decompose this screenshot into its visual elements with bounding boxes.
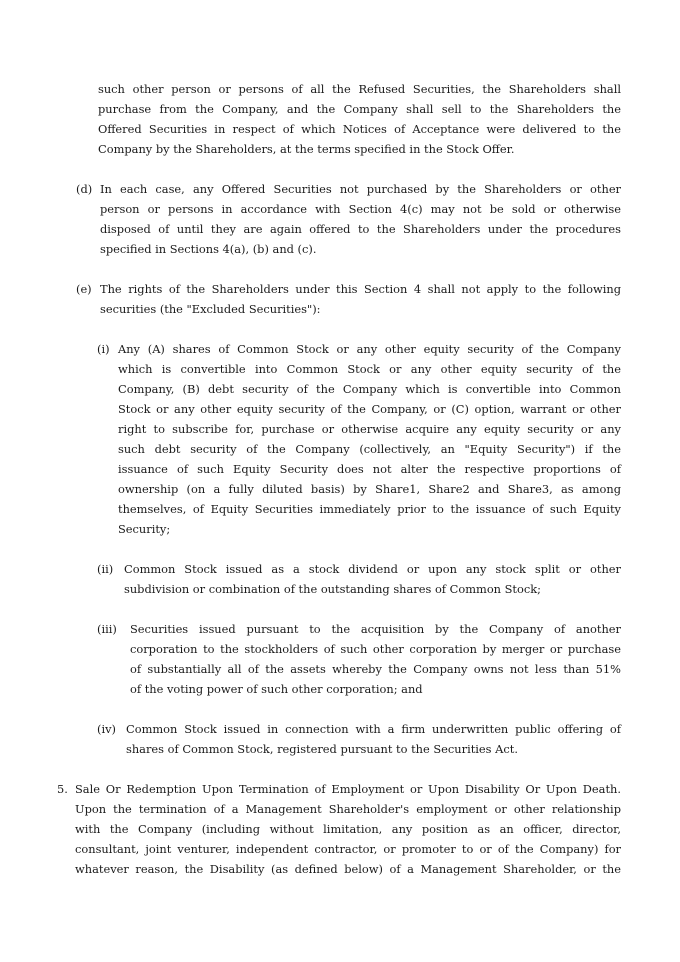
list-marker: (d) — [76, 182, 93, 196]
text-line: issuance of such Equity Security does not alter the respective proportions of — [118, 462, 621, 476]
text-line: person or persons in accordance with Section 4(c) may not be sold or otherwise — [100, 202, 621, 216]
text-line: right to subscribe for, purchase or otherwise acquire any equity security or any — [118, 422, 621, 436]
text-line: ownership (on a fully diluted basis) by Share1, Share2 and Share3, as among — [118, 482, 621, 496]
text-line: securities (the "Excluded Securities"): — [100, 302, 321, 316]
text-line: specified in Sections 4(a), (b) and (c). — [100, 242, 317, 256]
text-line: Stock or any other equity security of the Company, or (C) option, warrant or other — [118, 402, 621, 416]
text-line: of the voting power of such other corporation; and — [130, 682, 423, 696]
list-marker: (i) — [97, 342, 110, 356]
list-marker: (iv) — [97, 722, 116, 736]
text-line: Upon the termination of a Management Shareholder's employment or other relationship — [75, 802, 621, 816]
list-marker: (iii) — [97, 622, 117, 636]
text-line: such debt security of the Company (collectively, an "Equity Security") if the — [118, 442, 621, 456]
text-line: Company by the Shareholders, at the terms specified in the Stock Offer. — [98, 142, 515, 156]
text-line: Offered Securities in respect of which Notices of Acceptance were delivered to the — [98, 122, 621, 136]
text-line: The rights of the Shareholders under this Section 4 shall not apply to the following — [100, 282, 621, 296]
list-marker: (e) — [76, 282, 92, 296]
text-line: Common Stock issued as a stock dividend or upon any stock split or other — [124, 562, 621, 576]
text-line: which is convertible into Common Stock or any other equity security of the — [118, 362, 621, 376]
text-line: Security; — [118, 522, 171, 536]
section-number: 5. — [57, 782, 68, 796]
text-line: themselves, of Equity Securities immediately prior to the issuance of such Equity — [118, 502, 621, 516]
text-line: Securities issued pursuant to the acquisition by the Company of another — [130, 622, 621, 636]
text-line: shares of Common Stock, registered pursuant to the Securities Act. — [126, 742, 518, 756]
text-line: with the Company (including without limitation, any position as an officer, director, — [75, 822, 621, 836]
text-line: corporation to the stockholders of such other corporation by merger or purchase — [130, 642, 621, 656]
text-line: disposed of until they are again offered to the Shareholders under the procedures — [100, 222, 621, 236]
section-heading: Sale Or Redemption Upon Termination of Employment or Upon Disability Or Upon Death. — [75, 782, 621, 796]
text-line: consultant, joint venturer, independent contractor, or promoter to or of the Company) for — [75, 842, 621, 856]
text-line: such other person or persons of all the Refused Securities, the Shareholders shall — [98, 82, 621, 96]
text-line: purchase from the Company, and the Company shall sell to the Shareholders the — [98, 102, 621, 116]
list-marker: (ii) — [97, 562, 114, 576]
text-line: subdivision or combination of the outstanding shares of Common Stock; — [124, 582, 541, 596]
text-line: Company, (B) debt security of the Company which is convertible into Common — [118, 382, 621, 396]
text-line: of substantially all of the assets whereby the Company owns not less than 51% — [130, 662, 621, 676]
text-line: whatever reason, the Disability (as defined below) of a Management Shareholder, or the — [75, 862, 621, 876]
text-line: Common Stock issued in connection with a firm underwritten public offering of — [126, 722, 621, 736]
text-line: In each case, any Offered Securities not purchased by the Shareholders or other — [100, 182, 621, 196]
text-line: Any (A) shares of Common Stock or any other equity security of the Company — [118, 342, 621, 356]
